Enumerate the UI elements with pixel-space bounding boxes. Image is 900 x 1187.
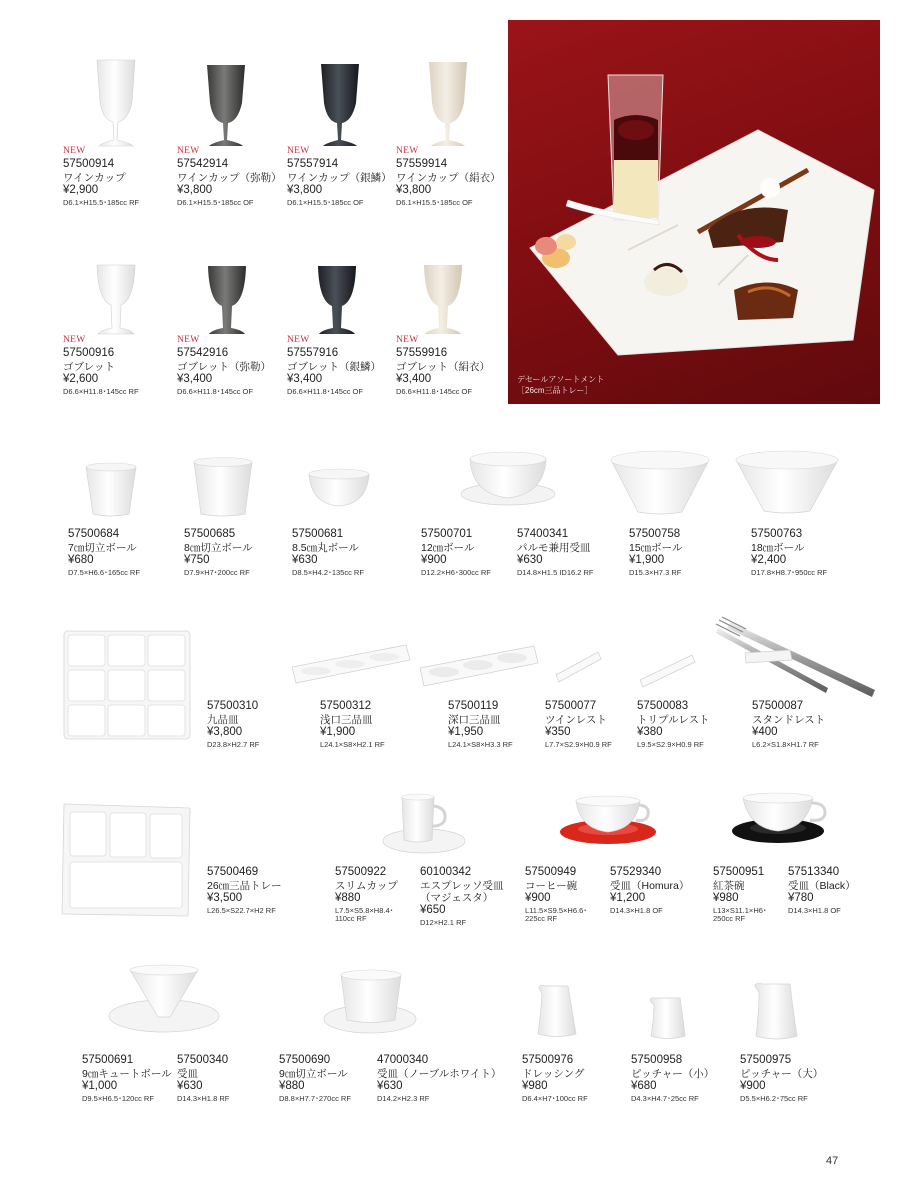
product-name: ツインレスト [545, 713, 607, 726]
product-spec-cont: 110cc RF [335, 914, 367, 924]
product-code: 57500119 [448, 700, 499, 712]
product-price: ¥3,800 [396, 184, 432, 197]
new-badge: NEW [63, 146, 86, 156]
product-spec: L7.5×S5.8×H8.4･ [335, 905, 394, 915]
product-spec: D12×H2.1 RF [420, 917, 467, 927]
product-code: 57500914 [63, 158, 115, 171]
product-code: 57500951 [713, 866, 765, 878]
product-name: 12㎝ボール [421, 541, 475, 554]
product-price: ¥3,800 [287, 184, 323, 197]
product-name: 9㎝切立ボール [279, 1067, 348, 1080]
product-code: 57500312 [320, 700, 372, 712]
product-name: トリプルレスト [637, 713, 710, 726]
product-spec: D5.5×H6.2･75cc RF [740, 1093, 808, 1103]
product-name: 18㎝ボール [751, 541, 805, 554]
product-name: ゴブレット（絹衣） [396, 360, 490, 373]
product-name: ワインカップ [63, 171, 126, 184]
product-item[interactable] [713, 866, 767, 924]
product-code: 57513340 [788, 866, 840, 878]
wine-cup-white-photo [97, 60, 135, 146]
product-code: 57400341 [517, 528, 569, 540]
new-badge: NEW [396, 146, 419, 156]
product-name: ピッチャー（大） [740, 1067, 824, 1080]
product-item[interactable] [207, 866, 282, 915]
product-code: 57500975 [740, 1054, 792, 1066]
product-name: 受皿（ノーブルホワイト） [377, 1067, 502, 1080]
product-code: 57500083 [637, 700, 689, 712]
product-price: ¥3,400 [396, 373, 432, 386]
product-name: ピッチャー（小） [631, 1067, 715, 1080]
product-code: 57500087 [752, 700, 804, 712]
product-spec: D6.1×H15.5･185cc RF [63, 197, 140, 207]
product-spec: L26.5×S22.7×H2 RF [207, 905, 276, 915]
coffee-cup-with-homura-saucer-photo [560, 796, 656, 844]
product-spec: D6.1×H15.5･185cc OF [287, 197, 364, 207]
product-price: ¥750 [184, 553, 210, 566]
product-item[interactable] [396, 146, 501, 208]
product-price: ¥2,900 [63, 184, 99, 197]
product-spec: D8.5×H4.2･135cc RF [292, 567, 364, 577]
product-spec: D14.3×H1.8 OF [610, 905, 663, 915]
product-price: ¥3,800 [177, 184, 213, 197]
product-name: 九品皿 [207, 713, 239, 726]
product-spec: D6.6×H11.8･145cc OF [177, 386, 253, 396]
product-spec-cont: 225cc RF [525, 914, 558, 924]
product-spec: L13×S11.1×H6･ [713, 905, 767, 915]
pitcher-large-photo [755, 984, 797, 1040]
product-code: 57557916 [287, 347, 339, 360]
product-item[interactable] [279, 1054, 351, 1103]
bowl-7cm-photo [86, 463, 136, 516]
product-item[interactable] [751, 528, 827, 577]
product-code: 57542914 [177, 158, 229, 171]
product-item[interactable] [545, 700, 612, 749]
product-code: 57500949 [525, 866, 577, 878]
product-price: ¥1,900 [629, 553, 665, 566]
product-spec: D8.8×H7.7･270cc RF [279, 1093, 351, 1103]
product-item[interactable] [740, 1054, 823, 1103]
product-code: 57500077 [545, 700, 597, 712]
product-price: ¥650 [420, 904, 446, 917]
goblet-kinui-photo [424, 265, 462, 334]
product-price: ¥2,400 [751, 553, 787, 566]
product-price: ¥900 [525, 891, 551, 904]
product-code: 57500758 [629, 528, 681, 540]
product-name: ゴブレット [63, 360, 115, 373]
product-spec: D9.5×H6.5･120cc RF [82, 1093, 154, 1103]
twin-rest-photo [556, 652, 601, 682]
bowl-8-5cm-round-photo [309, 469, 369, 506]
shallow-three-section-plate-photo [292, 645, 410, 683]
tall-bowl-9cm-with-noble-saucer-photo [324, 970, 416, 1033]
product-price: ¥1,000 [82, 1079, 118, 1092]
product-code: 57500916 [63, 347, 115, 360]
product-spec: D14.3×H1.8 OF [788, 905, 841, 915]
product-name: 紅茶碗 [713, 879, 745, 892]
bowl-15cm-photo [611, 451, 709, 514]
product-price: ¥680 [631, 1079, 657, 1092]
product-price: ¥980 [713, 891, 739, 904]
dressing-pitcher-photo [538, 986, 576, 1037]
product-name-sub: （マジェスタ） [420, 891, 494, 904]
product-item[interactable] [320, 700, 385, 749]
product-price: ¥680 [68, 553, 94, 566]
deep-three-section-plate-photo [420, 646, 538, 686]
product-name: コーヒー碗 [525, 879, 578, 892]
goblet-white-photo [97, 265, 135, 334]
stand-rest-with-cutlery-photo [716, 617, 875, 697]
product-code: 57500958 [631, 1054, 683, 1066]
product-item[interactable] [631, 1054, 714, 1103]
product-name: 受皿（Homura） [610, 879, 690, 892]
product-spec: D4.3×H4.7･25cc RF [631, 1093, 699, 1103]
product-name: ゴブレット（銀鱗） [287, 360, 381, 373]
product-name: 7㎝切立ボール [68, 541, 137, 554]
photo-caption [517, 375, 604, 396]
product-item[interactable] [207, 700, 259, 749]
product-item[interactable] [637, 700, 710, 749]
product-spec-cont: 250cc RF [713, 914, 746, 924]
bowl-18cm-photo [736, 451, 838, 513]
goblet-ginrin-photo [318, 266, 356, 334]
product-price: ¥630 [292, 553, 318, 566]
product-item[interactable] [525, 866, 587, 924]
product-name: 9㎝キュートボール [82, 1067, 172, 1080]
product-spec: D12.2×H6･300cc RF [421, 567, 491, 577]
product-name: パルモ兼用受皿 [517, 541, 591, 554]
product-code: 57500685 [184, 528, 236, 540]
new-badge: NEW [177, 335, 200, 345]
wine-cup-kinui-photo [429, 62, 467, 146]
product-spec: D14.2×H2.3 RF [377, 1093, 430, 1103]
product-name: 深口三品皿 [448, 713, 501, 726]
nine-compartment-plate-photo [64, 631, 190, 739]
product-code: 57500469 [207, 866, 259, 878]
product-code: 57529340 [610, 866, 662, 878]
product-price: ¥900 [740, 1079, 766, 1092]
pitcher-small-photo [650, 998, 685, 1039]
product-code: 57500340 [177, 1054, 229, 1066]
product-price: ¥1,950 [448, 725, 484, 738]
product-spec: D17.8×H8.7･950cc RF [751, 567, 828, 577]
product-price: ¥3,500 [207, 891, 243, 904]
product-price: ¥880 [335, 891, 361, 904]
product-name: 受皿（Black） [788, 879, 856, 892]
product-spec: L24.1×S8×H2.1 RF [320, 739, 385, 749]
product-name: 8㎝切立ボール [184, 541, 253, 554]
product-spec: D14.8×H1.5 ID16.2 RF [517, 567, 594, 577]
product-name: ドレッシング [522, 1067, 585, 1080]
product-code: 57500763 [751, 528, 803, 540]
cute-bowl-with-saucer-photo [109, 965, 219, 1032]
product-spec: L9.5×S2.9×H0.9 RF [637, 739, 704, 749]
product-code: 57557914 [287, 158, 339, 171]
product-name: 26㎝三品トレー [207, 879, 282, 892]
product-code: 57542916 [177, 347, 229, 360]
product-name: ワインカップ（銀鱗） [287, 171, 392, 184]
product-price: ¥350 [545, 725, 571, 738]
product-spec: D7.5×H6.6･165cc RF [68, 567, 140, 577]
product-name: エスプレッソ受皿 [420, 879, 504, 892]
product-item[interactable] [63, 335, 139, 397]
product-item[interactable] [522, 1054, 588, 1103]
dessert-illustration [508, 20, 880, 404]
product-spec: D6.6×H11.8･145cc OF [396, 386, 472, 396]
product-item[interactable] [68, 528, 140, 577]
bowl-8cm-photo [194, 458, 252, 517]
product-spec: D6.4×H7･100cc RF [522, 1093, 588, 1103]
product-item[interactable] [177, 146, 282, 208]
product-code: 57500684 [68, 528, 120, 540]
product-code: 57500976 [522, 1054, 574, 1066]
product-code: 57500701 [421, 528, 473, 540]
wine-cup-miroku-photo [207, 65, 245, 146]
product-name: ワインカップ（絹衣） [396, 171, 501, 184]
product-price: ¥2,600 [63, 373, 99, 386]
product-price: ¥630 [517, 553, 543, 566]
product-item[interactable] [177, 1054, 229, 1103]
product-item[interactable] [396, 335, 490, 397]
product-item[interactable] [335, 866, 398, 924]
product-price: ¥780 [788, 891, 814, 904]
product-code: 57559916 [396, 347, 448, 360]
new-badge: NEW [287, 335, 310, 345]
product-item[interactable] [287, 335, 381, 397]
product-item[interactable] [377, 1054, 501, 1103]
page-number: 47 [826, 1155, 839, 1167]
product-price: ¥3,800 [207, 725, 243, 738]
product-spec: D7.9×H7･200cc RF [184, 567, 250, 577]
product-price: ¥880 [279, 1079, 305, 1092]
product-name: スタンドレスト [752, 713, 826, 726]
product-item[interactable] [420, 866, 503, 928]
product-item[interactable] [287, 146, 392, 208]
product-price: ¥900 [421, 553, 447, 566]
product-spec: D23.8×H2.7 RF [207, 739, 260, 749]
product-item[interactable] [184, 528, 253, 577]
new-badge: NEW [396, 335, 419, 345]
product-name: 浅口三品皿 [320, 713, 373, 726]
product-item[interactable] [177, 335, 271, 397]
product-spec: D6.1×H15.5･185cc OF [177, 197, 254, 207]
product-item[interactable] [517, 528, 594, 577]
product-spec: L11.5×S9.5×H6.6･ [525, 905, 587, 915]
product-item[interactable] [610, 866, 689, 915]
product-code: 57500310 [207, 700, 259, 712]
slim-cup-with-espresso-saucer-photo [383, 794, 465, 853]
product-code: 57500690 [279, 1054, 331, 1066]
product-name: 受皿 [177, 1067, 198, 1080]
product-price: ¥380 [637, 725, 663, 738]
three-section-tray-26cm-photo [62, 804, 190, 916]
product-spec: L7.7×S2.9×H0.9 RF [545, 739, 612, 749]
product-price: ¥630 [377, 1079, 403, 1092]
product-price: ¥3,400 [287, 373, 323, 386]
product-price: ¥1,200 [610, 891, 646, 904]
product-spec: D15.3×H7.3 RF [629, 567, 682, 577]
new-badge: NEW [63, 335, 86, 345]
product-code: 60100342 [420, 866, 472, 878]
product-spec: D14.3×H1.8 RF [177, 1093, 230, 1103]
product-code: 57500922 [335, 866, 387, 878]
product-price: ¥3,400 [177, 373, 213, 386]
wine-cup-ginrin-photo [321, 64, 359, 146]
product-spec: D6.1×H15.5･185cc OF [396, 197, 473, 207]
product-item[interactable] [63, 146, 139, 208]
product-name: ワインカップ（弥勒） [177, 171, 282, 184]
product-spec: D6.6×H11.8･145cc RF [63, 386, 139, 396]
product-price: ¥980 [522, 1079, 548, 1092]
product-item[interactable] [788, 866, 856, 915]
bowl-12cm-with-saucer-photo [461, 452, 555, 505]
product-spec: D6.6×H11.8･145cc OF [287, 386, 363, 396]
product-spec: L6.2×S1.8×H1.7 RF [752, 739, 819, 749]
product-item[interactable] [629, 528, 682, 577]
tea-cup-with-black-saucer-photo [732, 793, 825, 843]
dessert-assortment-photo [508, 20, 880, 404]
goblet-miroku-photo [208, 266, 246, 334]
product-price: ¥630 [177, 1079, 203, 1092]
product-item[interactable] [752, 700, 825, 749]
product-item[interactable] [292, 528, 364, 577]
product-code: 47000340 [377, 1054, 429, 1066]
new-badge: NEW [177, 146, 200, 156]
product-price: ¥400 [752, 725, 778, 738]
product-name: スリムカップ [335, 879, 398, 892]
product-code: 57500691 [82, 1054, 134, 1066]
product-name: 8.5㎝丸ボール [292, 541, 359, 554]
caption-subtitle: ［26cm三品トレー］ [517, 385, 593, 395]
product-item[interactable] [82, 1054, 172, 1103]
new-badge: NEW [287, 146, 310, 156]
product-price: ¥1,900 [320, 725, 356, 738]
product-code: 57500681 [292, 528, 344, 540]
product-item[interactable] [448, 700, 513, 749]
product-name: 15㎝ボール [629, 541, 683, 554]
product-spec: L24.1×S8×H3.3 RF [448, 739, 513, 749]
product-code: 57559914 [396, 158, 448, 171]
product-name: ゴブレット（弥勒） [177, 360, 271, 373]
caption-title: デセールアソートメント [517, 375, 605, 385]
product-item[interactable] [421, 528, 491, 577]
triple-rest-photo [640, 655, 695, 687]
